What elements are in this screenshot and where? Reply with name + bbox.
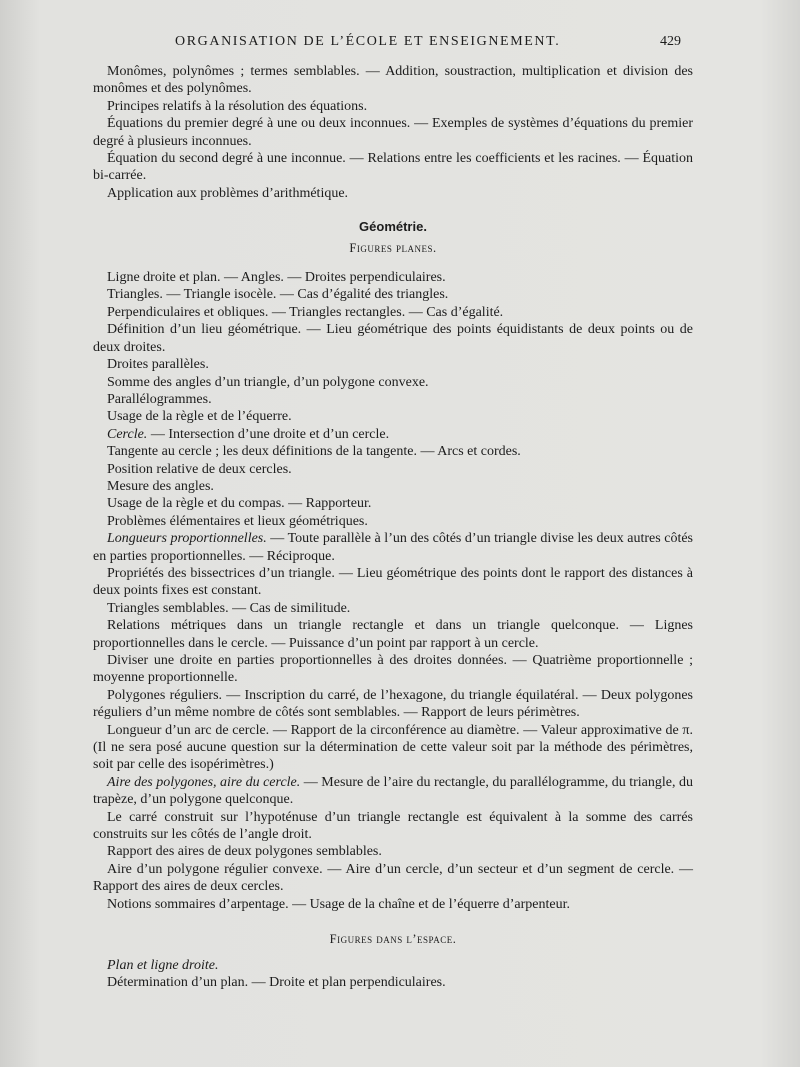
- paragraph: [93, 286, 693, 303]
- space-figures-list: [93, 957, 693, 992]
- paragraph: [93, 495, 693, 512]
- paragraph-text: Triangles. — Triangle isocèle. — Cas d’égalité des triangles.: [107, 287, 449, 303]
- paragraph: [93, 269, 693, 286]
- paragraph-text: — Toute parallèle à l’un des côtés d’un triangle divise les deux autres côtés en parties proportionnelles. — Réciproque.: [93, 531, 693, 564]
- paragraph: [93, 957, 693, 974]
- paragraph: [93, 843, 693, 860]
- paragraph: Application aux problèmes d’arithmétique.: [107, 185, 349, 201]
- page-number: 429: [660, 34, 681, 49]
- paragraph-text: Perpendiculaires et obliques. — Triangles rectangles. — Cas d’égalité.: [107, 304, 504, 320]
- paragraph-text: Somme des angles d’un triangle, d’un polygone convexe.: [107, 374, 429, 390]
- paragraph-text: Usage de la règle et du compas. — Rapporteur.: [107, 496, 372, 512]
- paragraph: [93, 617, 693, 652]
- paragraph-text: Position relative de deux cercles.: [107, 461, 292, 477]
- paragraph: [93, 513, 693, 530]
- paragraph-text: Détermination d’un plan. — Droite et plan perpendiculaires.: [107, 974, 446, 990]
- paragraph: Principes relatifs à la résolution des équations.: [107, 98, 368, 114]
- paragraph-text: — Intersection d’une droite et d’un cercle.: [147, 426, 390, 442]
- page-body: [93, 63, 693, 991]
- paragraph-text: Ligne droite et plan. — Angles. — Droites perpendiculaires.: [107, 270, 446, 286]
- paragraph-text: Propriétés des bissectrices d’un triangle. — Lieu géométrique des points dont le rapport des distances à deux points fixes est constant.: [93, 565, 693, 599]
- italic-lead: Longueurs proportionnelles.: [107, 531, 267, 547]
- paragraph: [93, 408, 693, 425]
- paragraph: [93, 861, 693, 896]
- paragraph-text: Usage de la règle et de l’équerre.: [107, 409, 292, 425]
- paragraph: [93, 565, 693, 600]
- paragraph-text: Diviser une droite en parties proportionnelles à des droites données. — Quatrième proportionnelle ; moyenne proportionnelle.: [93, 653, 693, 686]
- paragraph: Équation du second degré à une inconnue. — Relations entre les coefficients et les racines. — Équation bi-carrée.: [93, 151, 693, 184]
- italic-lead: Plan et ligne droite.: [107, 957, 219, 973]
- paragraph: [93, 426, 693, 443]
- paragraph-text: Le carré construit sur l’hypoténuse d’un triangle rectangle est équivalent à la somme des carrés construits sur les côtés de l’angle droit.: [93, 809, 693, 843]
- paragraph: [93, 530, 693, 565]
- paragraph-text: Droites parallèles.: [107, 357, 209, 373]
- paragraph: [93, 896, 693, 913]
- paragraph: [93, 443, 693, 460]
- paragraph-text: Longueur d’un arc de cercle. — Rapport de la circonférence au diamètre. — Valeur approximative de π. (Il ne sera posé aucune question sur la détermination de cette valeur soit par la méthode des périmètres, soit par celle des isopérimètres.): [93, 722, 693, 773]
- paragraph-text: Relations métriques dans un triangle rectangle et dans un triangle quelconque. — Lignes proportionnelles dans le cercle. — Puissance d’un point par rapport à un cercle.: [93, 618, 693, 651]
- paragraph: [93, 304, 693, 321]
- paragraph: [93, 809, 693, 844]
- running-header: ORGANISATION DE L’ÉCOLE ET ENSEIGNEMENT.: [175, 34, 561, 49]
- paragraph: [93, 774, 693, 809]
- italic-lead: Cercle.: [107, 426, 148, 442]
- paragraph: [93, 600, 693, 617]
- subsection-title-plane: Figures planes.: [349, 240, 437, 255]
- italic-lead: Aire des polygones, aire du cercle.: [107, 774, 301, 790]
- paragraph-text: Rapport des aires de deux polygones semblables.: [107, 844, 382, 860]
- paragraph-text: Polygones réguliers. — Inscription du carré, de l’hexagone, du triangle équilatéral. — Deux polygones réguliers d’un même nombre de côtés sont semblables. — Rapport de leurs périmètres.: [93, 687, 693, 721]
- paragraph-text: Problèmes élémentaires et lieux géométriques.: [107, 513, 368, 529]
- paragraph-text: — Mesure de l’aire du rectangle, du parallélogramme, du triangle, du trapèze, d’un polygone quelconque.: [93, 774, 693, 808]
- plane-figures-list: [93, 269, 693, 913]
- paragraph: [93, 391, 693, 408]
- paragraph: [93, 722, 693, 774]
- paragraph-text: Aire d’un polygone régulier convexe. — Aire d’un cercle, d’un secteur et d’un segment de cercle. — Rapport des aires de deux cercles.: [93, 861, 693, 895]
- subsection-title-space: Figures dans l’espace.: [329, 932, 457, 947]
- paragraph-text: Mesure des angles.: [107, 478, 214, 494]
- paragraph: Équations du premier degré à une ou deux inconnues. — Exemples de systèmes d’équations du premier degré à plusieurs inconnues.: [93, 116, 693, 149]
- paragraph-text: Définition d’un lieu géométrique. — Lieu géométrique des points équidistants de deux points ou de deux droites.: [93, 322, 693, 355]
- paragraph: [93, 461, 693, 478]
- paragraph: [93, 478, 693, 495]
- paragraph-text: Triangles semblables. — Cas de similitude.: [107, 600, 351, 616]
- paragraph: Monômes, polynômes ; termes semblables. — Addition, soustraction, multiplication et division des monômes et des polynômes.: [93, 64, 693, 97]
- paragraph-text: Parallélogrammes.: [107, 391, 212, 407]
- section-title: Géométrie.: [359, 219, 427, 235]
- paragraph: [93, 687, 693, 722]
- paragraph: [93, 374, 693, 391]
- paragraph: [93, 356, 693, 373]
- paragraph: [93, 321, 693, 356]
- algebra-section: [93, 63, 693, 202]
- paragraph-text: Tangente au cercle ; les deux définitions de la tangente. — Arcs et cordes.: [107, 444, 521, 460]
- paragraph: [93, 652, 693, 687]
- paragraph: [93, 974, 693, 991]
- paragraph-text: Notions sommaires d’arpentage. — Usage de la chaîne et de l’équerre d’arpenteur.: [107, 896, 570, 912]
